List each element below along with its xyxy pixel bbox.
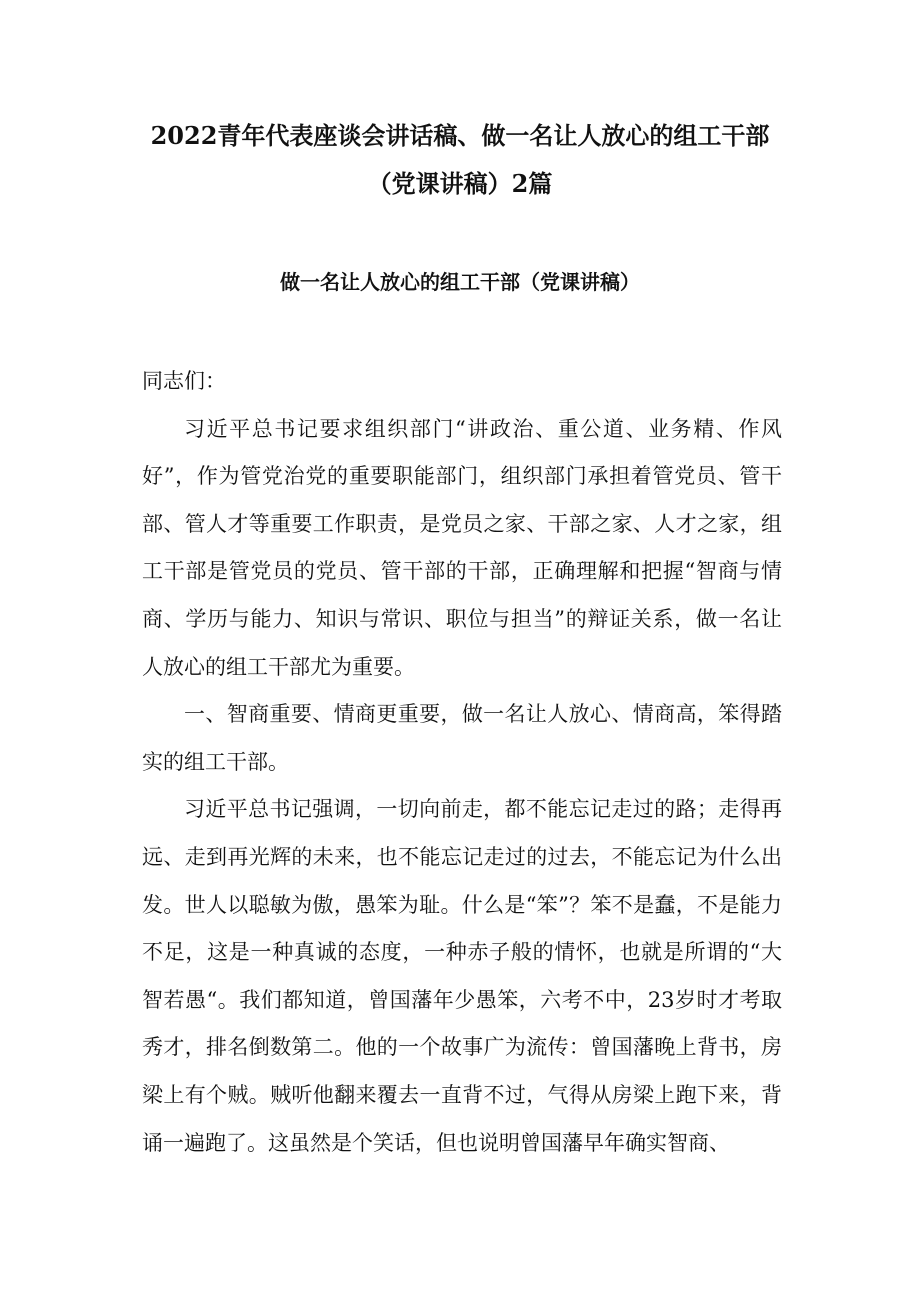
document-body [142, 358, 782, 1167]
document-subtitle: 做一名让人放心的组工干部（党课讲稿） [280, 270, 640, 294]
salutation: 同志们： [142, 369, 226, 393]
paragraph: 习近平总书记强调，一切向前走，都不能忘记走过的路；走得再远、走到再光辉的未来，也不能忘记走过的过去，不能忘记为什么出发。世人以聪敏为傲，愚笨为耻。什么是“笨”？笨不是蠢，不是能力不足，这是一种真诚的态度，一种赤子般的情怀，也就是所谓的“大智若愚“。我们都知道，曾国藩年少愚笨，六考不中，23岁时才考取秀才，排名倒数第二。他的一个故事广为流传：曾国藩晚上背书，房梁上有个贼。贼听他翻来覆去一直背不过，气得从房梁上跑下来，背诵一遍跑了。这虽然是个笑话，但也说明曾国藩早年确实智商、 [142, 797, 782, 1155]
paragraph: 习近平总书记要求组织部门“讲政治、重公道、业务精、作风好”，作为管党治党的重要职能部门，组织部门承担着管党员、管干部、管人才等重要工作职责，是党员之家、干部之家、人才之家，组工干部是管党员的党员、管干部的干部，正确理解和把握“智商与情商、学历与能力、知识与常识、职位与担当”的辩证关系，做一名让人放心的组工干部尤为重要。 [142, 416, 782, 679]
document-title-line-1: 2022青年代表座谈会讲话稿、做一名让人放心的组工干部 [150, 121, 770, 150]
section-heading: 一、智商重要、情商更重要，做一名让人放心、情商高，笨得踏实的组工干部。 [142, 702, 782, 774]
document-title-line-2: （党课讲稿）2篇 [367, 169, 553, 198]
document-title [0, 112, 920, 208]
